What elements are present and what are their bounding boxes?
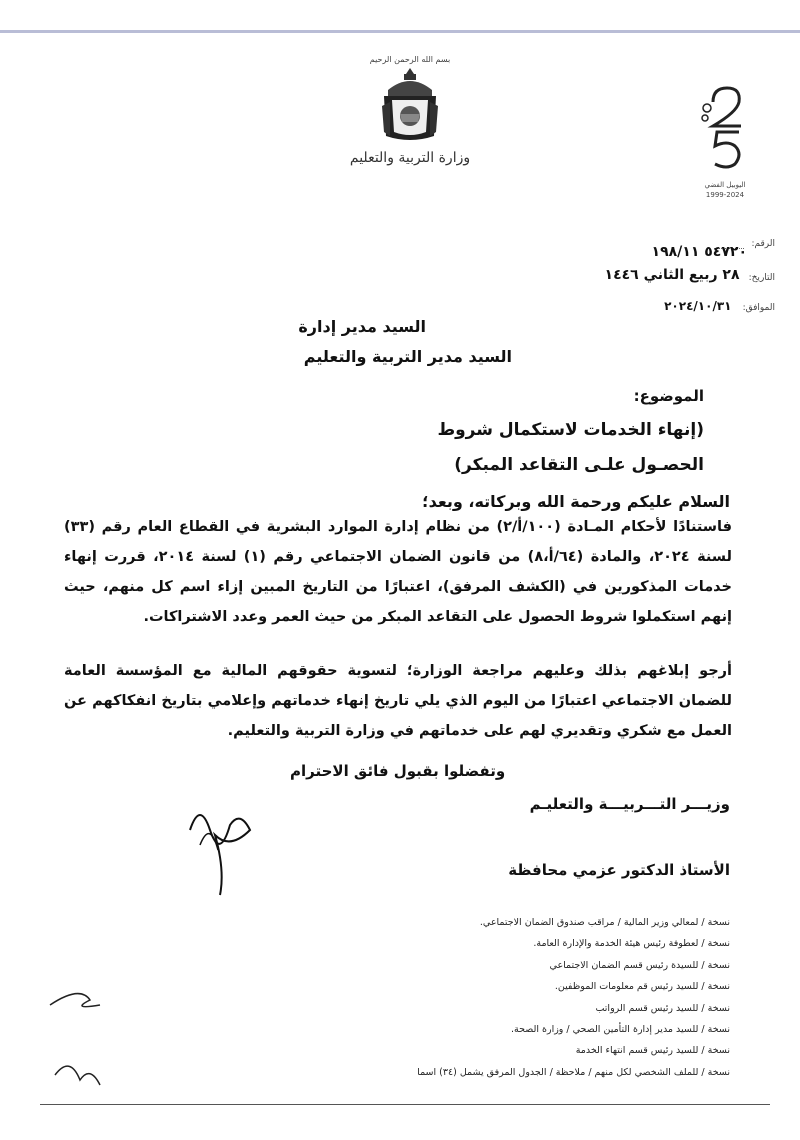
copy-line: نسخة / لعطوفة رئيس هيئة الخدمة والإدارة العامة.: [533, 938, 730, 950]
bottom-border: [40, 1104, 770, 1105]
addressee-line-1: السيد مدير إدارة: [298, 317, 426, 336]
reference-corresponding-label: الموافق:: [742, 303, 775, 313]
subject-label: الموضوع:: [633, 387, 704, 405]
subject-line-2: الحصـول علـى التقاعد المبكر): [454, 455, 704, 475]
signer-name: الأستاذ الدكتور عزمي محافظة: [508, 861, 730, 879]
copy-line: نسخة / للسيد رئيس قسم انتهاء الخدمة: [575, 1045, 730, 1057]
copy-line: نسخة / للسيد رئيس قم معلومات الموظفين.: [554, 981, 730, 993]
reference-corresponding-value: ٢٠٢٤/١٠/٣١: [664, 299, 732, 313]
greeting: السلام عليكم ورحمة الله وبركاته، وبعد؛: [422, 492, 730, 511]
reference-date-label: التاريخ:: [748, 273, 775, 283]
reference-number-value: ٥٤٧٢٠ ١٩٨/١١: [651, 244, 747, 260]
jubilee-logo-icon: [695, 80, 755, 175]
reference-date-row: [570, 264, 775, 294]
body-paragraph-2: أرجو إبلاغهم بذلك وعليهم مراجعة الوزارة؛ لتسوية حقوقهم المالية مع المؤسسة العامة للضمان الاجتماعي اعتبارًا من اليوم الذي يلي تاريخ إنهاء خدماتهم وإعلامي بتاريخ انفكاكهم عن العمل مع شكري وتقديري لهم على خدماتهم في وزارة التربية والتعليم.: [64, 663, 732, 739]
jubilee-logo: [690, 80, 760, 199]
basmala: بسم الله الرحمن الرحيم: [369, 55, 451, 64]
reference-number-row: [570, 230, 775, 260]
signer-title: وزيـــر التـــربيـــة والتعليـم: [529, 795, 730, 813]
copy-line: نسخة / لمعالي وزير المالية / مراقب صندوق الضمان الاجتماعي.: [479, 917, 730, 928]
body-paragraph-1: فاستنادًا لأحكام المـادة (١٠٠/أ/٢) من نظام إدارة الموارد البشرية في القطاع العام رقم (٣٣) لسنة ٢٠٢٤، والمادة (٦٤/أ،٨) من قانون الضمان الاجتماعي رقم (١) لسنة ٢٠١٤، قررت إنهاء خدمات المذكورين في (الكشف المرفق)، اعتبارًا من التاريخ المبين إزاء اسم كل منهم، حيث إنهم استكملوا شروط الحصول على التقاعد المبكر من حيث العمر وعدد الاشتراكات.: [64, 519, 732, 625]
copy-line: نسخة / للسيدة رئيس قسم الضمان الاجتماعي: [549, 959, 730, 971]
top-border: [0, 30, 800, 33]
copy-line: نسخة / للملف الشخصي لكل منهم / ملاحظة / الجدول المرفق يشمل (٣٤) اسما: [417, 1066, 730, 1078]
closing-line: وتفضلوا بقبول فائق الاحترام: [290, 762, 506, 780]
jubilee-caption: اليوبيل الفضي: [704, 181, 746, 189]
addressee-line-2: السيد مدير التربية والتعليم: [303, 347, 512, 366]
reference-corresponding-row: [570, 294, 775, 324]
reference-block: [570, 230, 775, 324]
jubilee-years: 1999-2024: [705, 191, 745, 199]
letterhead: [340, 55, 480, 166]
initials-signature-icon: [40, 985, 120, 1105]
signature-icon: [170, 790, 280, 900]
copy-line: نسخة / للسيد مدير إدارة التأمين الصحي / وزارة الصحة.: [510, 1024, 730, 1036]
coat-of-arms-icon: [378, 66, 442, 146]
copy-line: نسخة / للسيد رئيس قسم الرواتب: [595, 1002, 730, 1014]
reference-number-label: الرقم:: [751, 239, 775, 249]
copies-list: [230, 912, 730, 1083]
ministry-name: وزارة التربية والتعليم: [349, 150, 471, 166]
subject-line-1: (إنهاء الخدمات لاستكمال شروط: [437, 420, 704, 440]
reference-date-value: ٢٨ ربيع الثاني ١٤٤٦: [604, 267, 740, 283]
